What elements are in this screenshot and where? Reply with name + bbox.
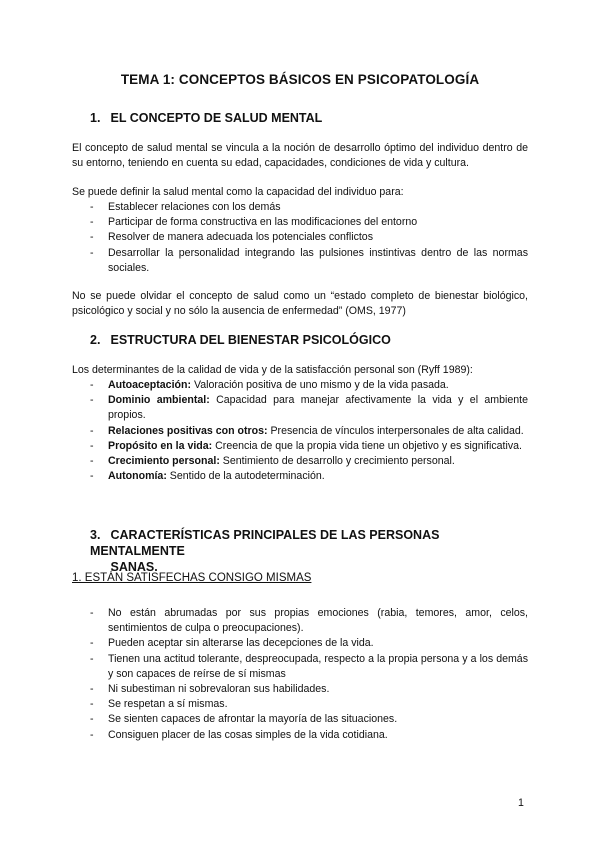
list-item: - Desarrollar la personalidad integrando las pulsiones instintivas dentro de las normas sociales. bbox=[90, 246, 528, 274]
section-3-list bbox=[72, 606, 528, 743]
section-1-paragraph-3: No se puede olvidar el concepto de salud como un “estado completo de bienestar biológico, psicológico y social y no sólo la ausencia de enfermedad” (OMS, 1977) bbox=[72, 290, 528, 318]
list-item: - Se sienten capaces de afrontar la mayoría de las situaciones. bbox=[90, 713, 398, 726]
list-item: - Relaciones positivas con otros: Presencia de vínculos interpersonales de alta calidad. bbox=[90, 424, 524, 437]
section-3-number: 3. bbox=[90, 528, 101, 542]
list-item: - Establecer relaciones con los demás bbox=[90, 201, 281, 213]
list-item: - Participar de forma constructiva en las modificaciones del entorno bbox=[90, 216, 418, 229]
list-item: - Autoaceptación: Valoración positiva de uno mismo y de la vida pasada. bbox=[90, 379, 449, 391]
list-item: - Se respetan a sí mismas. bbox=[90, 698, 228, 711]
list-item: - Dominio ambiental: Capacidad para manejar afectivamente la vida y el ambiente propios. bbox=[90, 394, 529, 422]
section-1-paragraph-2: Se puede definir la salud mental como la capacidad del individuo para: bbox=[72, 186, 404, 198]
section-2-heading bbox=[90, 332, 391, 348]
list-item: - Crecimiento personal: Sentimiento de desarrollo y crecimiento personal. bbox=[90, 455, 455, 468]
section-3-heading bbox=[90, 527, 530, 575]
section-1-number: 1. bbox=[90, 111, 101, 125]
list-item: - Pueden aceptar sin alterarse las decepciones de la vida. bbox=[90, 637, 374, 650]
list-item: - No están abrumadas por sus propias emociones (rabia, temores, amor, celos, sentimientos de culpa o preocupaciones). bbox=[90, 607, 528, 635]
section-2-list bbox=[72, 378, 528, 484]
list-item: - Ni subestiman ni sobrevaloran sus habilidades. bbox=[90, 683, 330, 696]
list-item: - Autonomía: Sentido de la autodeterminación. bbox=[90, 470, 325, 483]
list-item: - Resolver de manera adecuada los potenciales conflictos bbox=[90, 231, 373, 244]
page-number: 1 bbox=[518, 797, 524, 809]
section-1-paragraph-1: El concepto de salud mental se vincula a la noción de desarrollo óptimo del individuo dentro de su entorno, teniendo en cuenta su edad, capacidades, condiciones de vida y cultura. bbox=[72, 142, 528, 170]
section-3-title-line-1: CARACTERÍSTICAS PRINCIPALES DE LAS PERSONAS MENTALMENTE bbox=[90, 528, 440, 558]
document-title: TEMA 1: CONCEPTOS BÁSICOS EN PSICOPATOLOGÍA bbox=[120, 72, 480, 87]
section-3-subheading: 1. ESTÁN SATISFECHAS CONSIGO MISMAS bbox=[72, 572, 312, 584]
list-item: - Consiguen placer de las cosas simples de la vida cotidiana. bbox=[90, 728, 388, 741]
list-item: - Propósito en la vida: Creencia de que la propia vida tiene un objetivo y es significativa. bbox=[90, 439, 522, 452]
section-1-list bbox=[72, 200, 528, 276]
section-1-title: EL CONCEPTO DE SALUD MENTAL bbox=[110, 111, 323, 125]
section-1-heading bbox=[90, 110, 322, 126]
list-item: - Tienen una actitud tolerante, despreocupada, respecto a la propia persona y a los demás y son capaces de reírse de sí mismas bbox=[90, 652, 528, 680]
section-3-title-line-2: SANAS. bbox=[110, 560, 158, 574]
section-2-intro: Los determinantes de la calidad de vida y de la satisfacción personal son (Ryff 1989): bbox=[72, 364, 473, 376]
section-2-title: ESTRUCTURA DEL BIENESTAR PSICOLÓGICO bbox=[110, 333, 391, 347]
section-2-number: 2. bbox=[90, 333, 101, 347]
